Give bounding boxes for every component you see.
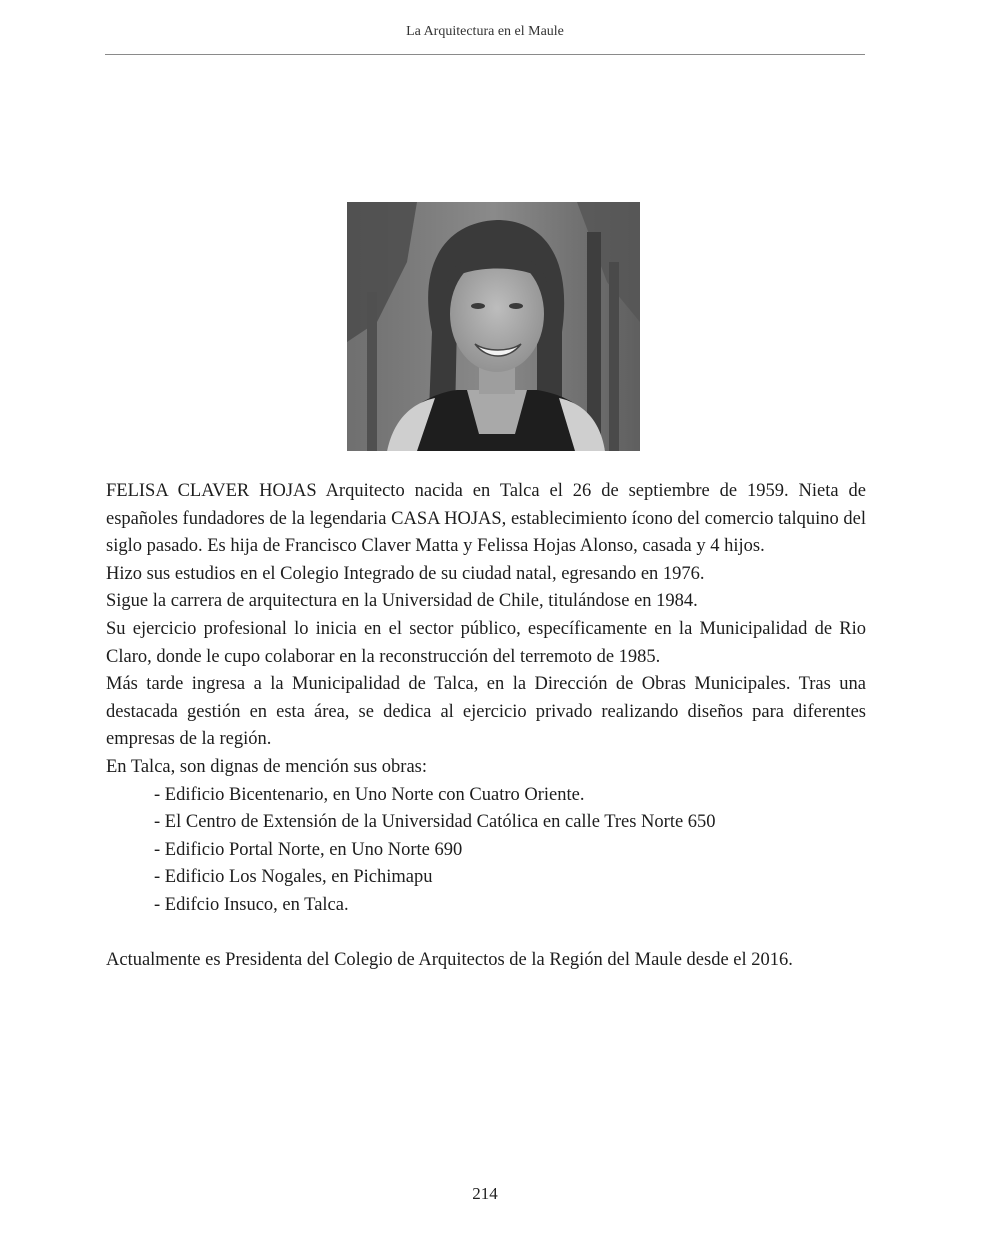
bio-later-paragraph: Más tarde ingresa a la Municipalidad de Talca, en la Dirección de Obras Municipales. Tras una destacada gestión en esta área, se dedica al ejercicio privado realizando diseños para diferentes empresas de la región.	[106, 674, 866, 750]
list-item: - Edificio Portal Norte, en Uno Norte 690	[154, 839, 463, 860]
portrait-photo	[347, 202, 640, 451]
list-item: - Edificio Los Nogales, en Pichimapu	[154, 867, 433, 888]
bio-studies-paragraph: Hizo sus estudios en el Colegio Integrado de su ciudad natal, egresando en 1976.	[106, 563, 705, 584]
list-item: - Edifcio Insuco, en Talca.	[154, 894, 349, 915]
list-item: - El Centro de Extensión de la Universidad Católica en calle Tres Norte 650	[154, 812, 716, 833]
works-intro: En Talca, son dignas de mención sus obras:	[106, 756, 428, 777]
works-list	[106, 782, 866, 920]
bio-practice-paragraph: Su ejercicio profesional lo inicia en el sector público, específicamente en la Municipalidad de Rio Claro, donde le cupo colaborar en la reconstrucción del terremoto de 1985.	[106, 618, 866, 667]
running-header: La Arquitectura en el Maule	[406, 24, 564, 39]
closing-paragraph: Actualmente es Presidenta del Colegio de Arquitectos de la Región del Maule desde el 2016.	[106, 950, 793, 971]
page-number: 214	[472, 1184, 498, 1203]
biography-text	[106, 478, 866, 975]
list-item: - Edificio Bicentenario, en Uno Norte con Cuatro Oriente.	[154, 784, 585, 805]
bio-career-paragraph: Sigue la carrera de arquitectura en la Universidad de Chile, titulándose en 1984.	[106, 591, 698, 612]
header-rule	[105, 54, 865, 55]
bio-intro-paragraph: FELISA CLAVER HOJAS Arquitecto nacida en Talca el 26 de septiembre de 1959. Nieta de españoles fundadores de la legendaria CASA HOJAS, establecimiento ícono del comercio talquino del siglo pasado. Es hija de Francisco Claver Matta y Felissa Hojas Alonso, casada y 4 hijos.	[106, 481, 866, 557]
